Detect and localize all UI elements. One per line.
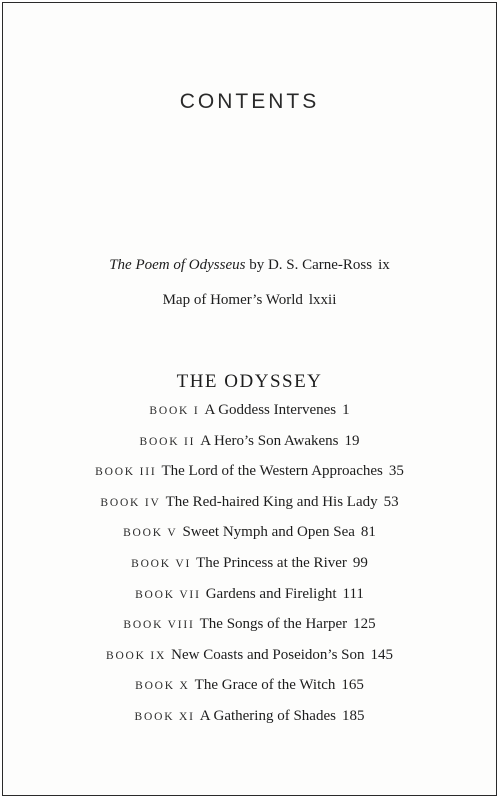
book-page-number: 185: [341, 707, 365, 724]
entry-title-italic: The Poem of Odysseus: [109, 257, 246, 273]
book-entry: [3, 524, 496, 555]
book-title: Sweet Nymph and Open Sea: [182, 524, 355, 541]
section-heading: THE ODYSSEY: [176, 371, 323, 392]
entry-page-number: ix: [378, 257, 390, 273]
book-title: New Coasts and Poseidon’s Son: [171, 646, 365, 663]
book-page-number: 99: [352, 554, 368, 571]
book-page-number: 111: [342, 585, 364, 602]
book-page-number: 35: [388, 463, 404, 480]
book-title: The Lord of the Western Approaches: [161, 463, 383, 480]
book-label: BOOK I: [149, 405, 200, 417]
book-label: BOOK II: [139, 435, 196, 448]
book-title: The Red-haired King and His Lady: [165, 493, 378, 510]
book-list: [3, 402, 496, 739]
book-title: The Princess at the River: [196, 554, 347, 571]
book-label: BOOK VI: [131, 557, 192, 570]
book-entry: [3, 433, 496, 464]
book-page-number: 165: [341, 677, 364, 694]
book-entry: [3, 555, 496, 586]
book-page-number: 145: [370, 646, 394, 663]
book-title: A Goddess Intervenes: [204, 402, 337, 418]
book-title: The Songs of the Harper: [199, 616, 348, 633]
book-title: Gardens and Firelight: [205, 585, 337, 602]
front-matter-entry: [3, 292, 496, 309]
book-page-number: 1: [342, 402, 350, 418]
book-entry: [3, 708, 496, 739]
entry-title: by D. S. Carne-Ross: [245, 257, 373, 273]
book-page-number: 53: [383, 493, 399, 510]
book-label: BOOK V: [123, 527, 178, 540]
front-matter-entry: [3, 257, 496, 274]
book-entry: [3, 402, 496, 433]
book-entry: [3, 647, 496, 678]
book-title: The Grace of the Witch: [194, 677, 336, 694]
book-entry: [3, 677, 496, 708]
book-entry: [3, 586, 496, 617]
book-label: BOOK X: [135, 680, 190, 693]
book-title: A Hero’s Son Awakens: [200, 432, 339, 449]
book-page-number: 81: [360, 524, 376, 541]
book-entry: [3, 494, 496, 525]
book-label: BOOK XI: [134, 710, 195, 723]
book-entry: [3, 463, 496, 494]
entry-page-number: lxxii: [308, 292, 337, 308]
book-page-number: 19: [344, 432, 360, 449]
book-title: A Gathering of Shades: [199, 707, 336, 724]
book-label: BOOK VII: [135, 588, 201, 601]
book-label: BOOK IX: [105, 649, 167, 662]
book-page-number: 125: [353, 616, 376, 633]
book-label: BOOK VIII: [123, 619, 195, 632]
book-entry: [3, 616, 496, 647]
book-label: BOOK III: [95, 466, 157, 479]
entry-title: Map of Homer’s World: [162, 292, 303, 308]
book-label: BOOK IV: [100, 496, 161, 509]
page: [2, 2, 497, 796]
contents-heading: CONTENTS: [179, 90, 320, 113]
